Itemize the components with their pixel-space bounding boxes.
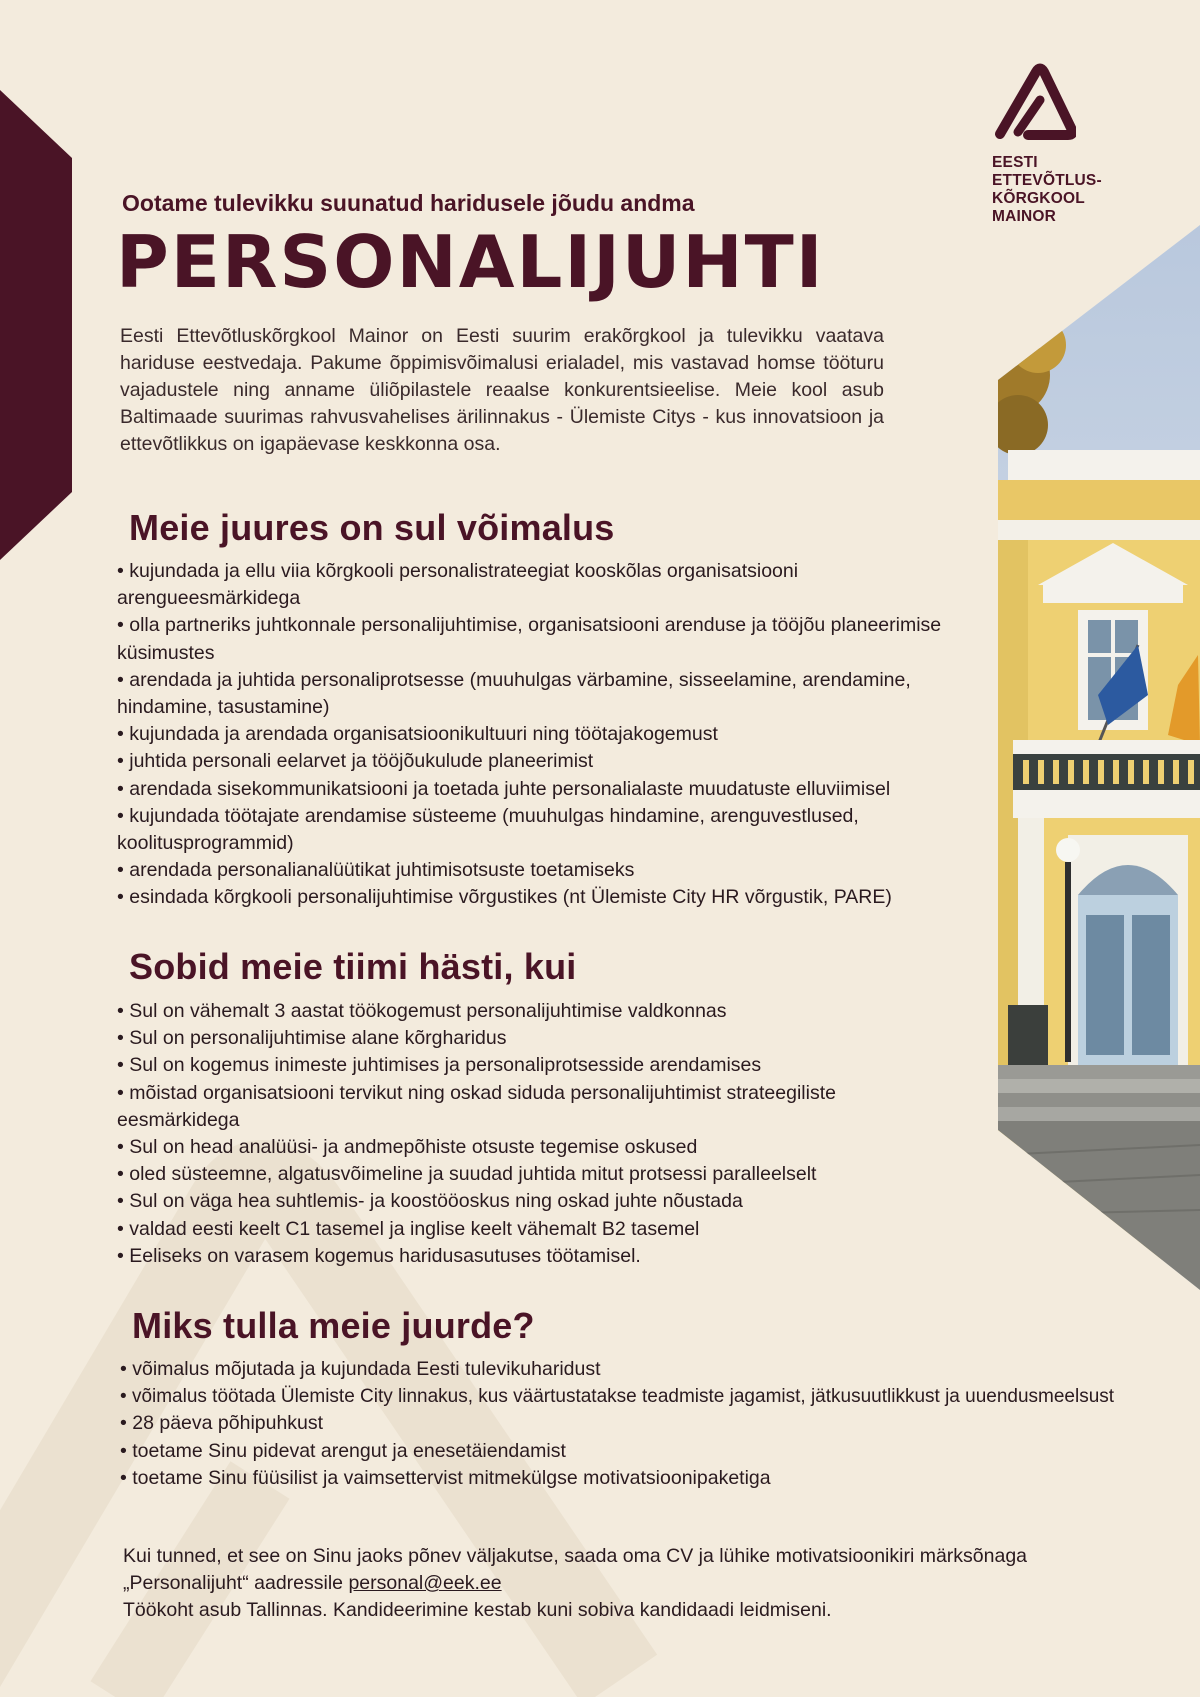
- list-item: • arendada ja juhtida personaliprotsesse (muuhulgas värbamine, sisseelamine, arendamine, hindamine, tasustamine): [117, 667, 947, 721]
- logo-wordmark: [992, 154, 1192, 226]
- list-item: • kujundada töötajate arendamise süsteeme (muuhulgas hindamine, arenguvestlused, koolitusprogrammid): [117, 803, 947, 857]
- section-heading-opportunities: Meie juures on sul võimalus: [129, 507, 615, 548]
- logo-line: KÕRGKOOL: [992, 190, 1085, 207]
- list-item: • olla partneriks juhtkonnale personalijuhtimise, organisatsiooni arenduse ja tööjõu planeerimise küsimustes: [117, 612, 947, 666]
- contact-line: Töökoht asub Tallinnas. Kandideerimine kestab kuni sobiva kandidaadi leidmiseni.: [123, 1599, 832, 1622]
- section-heading-why: Miks tulla meie juurde?: [132, 1305, 535, 1346]
- contact-line: Kui tunned, et see on Sinu jaoks põnev väljakutse, saada oma CV ja lühike motivatsioonikiri märksõnaga: [123, 1545, 1028, 1567]
- list-item: • kujundada ja ellu viia kõrgkooli personalistrateegiat kooskõlas organisatsiooni arengueesmärkidega: [117, 558, 947, 612]
- contact-prefix: „Personalijuht“ aadressile: [123, 1572, 349, 1595]
- list-item: • Sul on head analüüsi- ja andmepõhiste otsuste tegemise oskused: [117, 1134, 927, 1161]
- logo-line: ETTEVÕTLUS-: [992, 172, 1102, 189]
- intro-line: tööturu vajadustele ning anname üliõpilastele reaalse konkurentsieelise. Meie kool: [120, 352, 884, 401]
- list-item: • võimalus töötada Ülemiste City linnakus, kus väärtustatakse teadmiste jagamist, jätkusuutlikkust ja uuendusmeelsust: [120, 1383, 1190, 1410]
- building-photo: [998, 225, 1200, 1290]
- opportunities-list: [117, 558, 947, 912]
- list-item: • Sul on kogemus inimeste juhtimises ja personaliprotsesside arendamises: [117, 1052, 927, 1079]
- logo-line: MAINOR: [992, 208, 1057, 225]
- list-item: • 28 päeva põhipuhkust: [120, 1410, 1190, 1437]
- list-item: • Sul on personalijuhtimise alane kõrgharidus: [117, 1025, 927, 1052]
- list-item: • kujundada ja arendada organisatsioonikultuuri ning töötajakogemust: [117, 721, 947, 748]
- list-item: • toetame Sinu füüsilist ja vaimsettervist mitmekülgse motivatsioonipaketiga: [120, 1465, 1190, 1492]
- list-item: • juhtida personali eelarvet ja tööjõukulude planeerimist: [117, 748, 947, 775]
- intro-line: Eesti Ettevõtluskõrgkool Mainor on Eesti suurim erakõrgkool ja tulevikku vaatava: [120, 325, 884, 347]
- list-item: • mõistad organisatsiooni tervikut ning oskad siduda personalijuhtimist strateegiliste eesmärkidega: [117, 1080, 927, 1134]
- section-heading-fit: Sobid meie tiimi hästi, kui: [129, 946, 577, 987]
- logo-triangle-icon: [992, 60, 1076, 140]
- intro-line: innovatsioon ja ettevõtlikkus on igapäevase keskkonna osa.: [120, 406, 884, 455]
- contact-line: [123, 1570, 1123, 1597]
- list-item: • toetame Sinu pidevat arengut ja enesetäiendamist: [120, 1438, 1190, 1465]
- why-list: [120, 1356, 1190, 1492]
- intro-line: asub Baltimaade suurimas rahvusvahelises ärilinnakus - Ülemiste Citys - kus: [120, 379, 884, 428]
- list-item: • arendada sisekommunikatsiooni ja toetada juhte personalialaste muudatuste elluviimisel: [117, 776, 947, 803]
- intro-paragraph: [120, 323, 884, 458]
- intro-line: hariduse eestvedaja. Pakume õppimisvõimalusi erialadel, mis vastavad homse: [120, 352, 824, 374]
- logo-line: EESTI: [992, 154, 1038, 171]
- list-item: • esindada kõrgkooli personalijuhtimise võrgustikes (nt Ülemiste City HR võrgustik, PARE): [117, 884, 947, 911]
- list-item: • arendada personalianalüütikat juhtimisotsuste toetamiseks: [117, 857, 947, 884]
- list-item: • Eeliseks on varasem kogemus haridusasutuses töötamisel.: [117, 1243, 927, 1270]
- contact-block: [123, 1543, 1123, 1625]
- list-item: • Sul on vähemalt 3 aastat töökogemust personalijuhtimise valdkonnas: [117, 998, 927, 1025]
- email-link[interactable]: personal@eek.ee: [348, 1572, 502, 1595]
- tagline: Ootame tulevikku suunatud haridusele jõudu andma: [122, 190, 695, 216]
- list-item: • oled süsteemne, algatusvõimeline ja suudad juhtida mitut protsessi paralleelselt: [117, 1161, 927, 1188]
- list-item: • võimalus mõjutada ja kujundada Eesti tulevikuharidust: [120, 1356, 1190, 1383]
- decorative-left-band: [0, 90, 72, 560]
- school-logo: [992, 60, 1192, 226]
- fit-list: [117, 998, 927, 1270]
- page-title: PERSONALIJUHTI: [116, 220, 825, 304]
- list-item: • valdad eesti keelt C1 tasemel ja inglise keelt vähemalt B2 tasemel: [117, 1216, 927, 1243]
- list-item: • Sul on väga hea suhtlemis- ja koostööoskus ning oskad juhte nõustada: [117, 1188, 927, 1215]
